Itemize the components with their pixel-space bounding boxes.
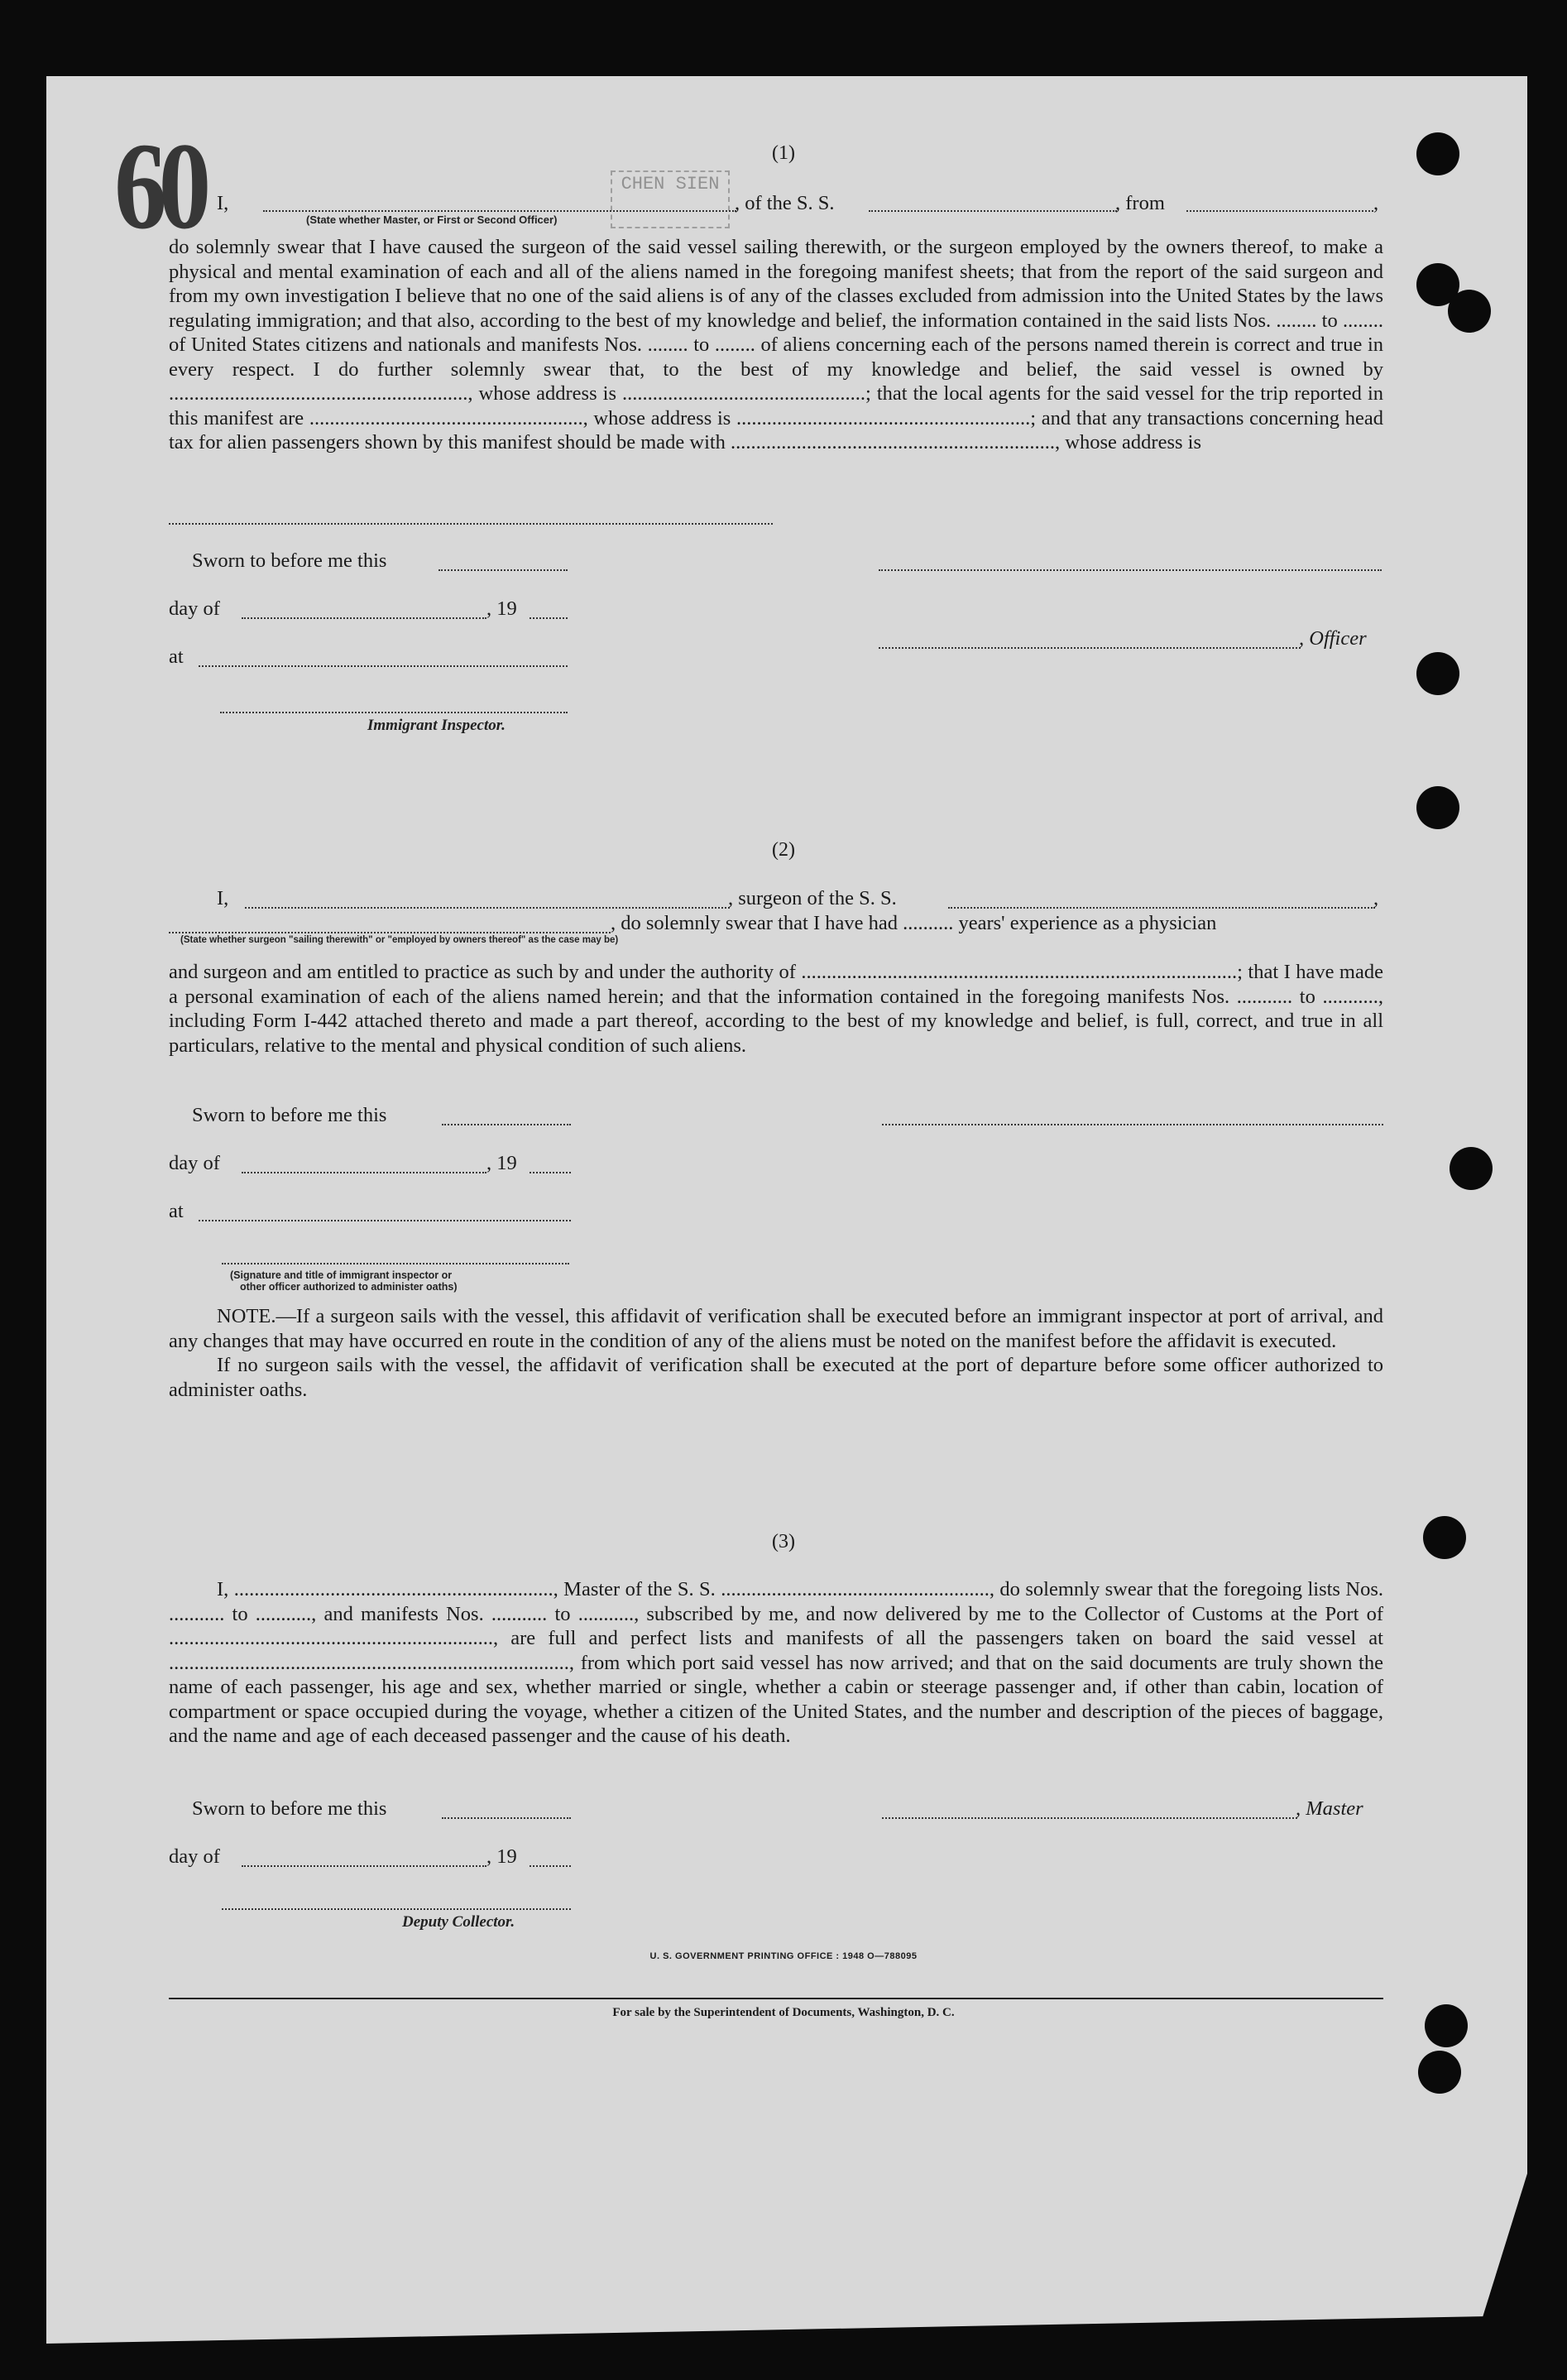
section-2-surgeon: , surgeon of the S. S. xyxy=(728,887,897,909)
section-2-i: I, xyxy=(217,887,229,909)
section-2-body xyxy=(169,960,1383,1058)
section-3-collector: Deputy Collector. xyxy=(402,1913,515,1931)
master-name-line xyxy=(263,210,736,212)
section-1-at: at xyxy=(169,645,184,668)
section-2-sworn: Sworn to before me this xyxy=(192,1104,387,1126)
printing-office-line: U. S. GOVERNMENT PRINTING OFFICE : 1948 O—788095 xyxy=(649,1951,918,1961)
section-1-i: I, xyxy=(217,192,229,214)
year-line xyxy=(530,1865,571,1867)
for-sale-line: For sale by the Superintendent of Documents, Washington, D. C. xyxy=(612,2006,955,2019)
signature-line xyxy=(879,569,1382,571)
section-2-body-text: and surgeon and am entitled to practice as such by and under the authority of ......................................................................................; that I have made a personal examination of each of the aliens named herein; and that the information contained in the foregoing manifests Nos. ........... to ..........., including Form I-442 attached thereto and made a part thereof, according to the best of my knowledge and belief, is full, correct, and true in all particulars, relative to the mental and physical condition of such aliens. xyxy=(169,961,1383,1057)
year-line xyxy=(530,1172,571,1173)
section-2-sig-caption-2: other officer authorized to administer oaths) xyxy=(240,1281,458,1293)
section-3-number: (3) xyxy=(772,1531,795,1552)
section-1-body xyxy=(169,235,1383,455)
section-1-from: , from xyxy=(1115,192,1165,214)
day-of-line xyxy=(242,1172,486,1173)
at-place-line xyxy=(199,1220,571,1221)
head-tax-address-line xyxy=(169,523,773,525)
ship-name-line xyxy=(869,210,1117,212)
section-2-note xyxy=(169,1304,1383,1402)
section-2-sig-caption-1: (Signature and title of immigrant inspector or xyxy=(230,1269,453,1281)
from-port-line xyxy=(1186,210,1373,212)
sworn-date-line xyxy=(442,1817,571,1819)
section-2-number: (2) xyxy=(772,839,795,861)
section-3-body xyxy=(169,1577,1383,1749)
page-number-mark: 60 xyxy=(114,118,204,255)
note-paragraph-2: If no surgeon sails with the vessel, the affidavit of verification shall be executed at the port of departure before some officer authorized to administer oaths. xyxy=(169,1354,1383,1401)
section-3-year: , 19 xyxy=(486,1845,517,1868)
section-2-day-of: day of xyxy=(169,1152,220,1174)
comma: , xyxy=(1373,887,1379,909)
sworn-date-line xyxy=(438,569,568,571)
section-2-at: at xyxy=(169,1200,184,1222)
sworn-date-line xyxy=(442,1124,571,1125)
section-1-of-ss: , of the S. S. xyxy=(735,192,835,214)
inspector-signature-line xyxy=(220,712,568,713)
comma: , xyxy=(1373,192,1379,214)
section-2-year: , 19 xyxy=(486,1152,517,1174)
inspector-signature-line xyxy=(222,1263,569,1264)
section-1-year: , 19 xyxy=(486,597,517,620)
section-1-day-of: day of xyxy=(169,597,220,620)
section-1-body-text: do solemnly swear that I have caused the surgeon of the said vessel sailing therewith, or the surgeon employed by the owners thereof, to make a physical and mental examination of each and all of the aliens named in the foregoing manifest sheets; that from the report of the said surgeon and from my own investigation I believe that no one of the said aliens is of any of the classes excluded from admission into the United States by the laws regulating immigration; and that also, according to the best of my knowledge and belief, the information contained in the said lists Nos. ........ to ........ of United States citizens and nationals and manifests Nos. ........ to ........ of aliens concerning each of the persons named therein is correct and true in every respect. I do further solemnly swear that, to the best of my knowledge and belief, the said vessel is owned by ..........................................................., whose address is ................................................; that the local agents for the said vessel for the trip reported in this manifest are ......................................................, whose address is ..........................................................; and that any transactions concerning head tax for alien passengers shown by this manifest should be made with ................................................................, whose address is xyxy=(169,236,1383,453)
surgeon-signature-line xyxy=(882,1124,1383,1125)
section-3-sworn: Sworn to before me this xyxy=(192,1797,387,1820)
year-line xyxy=(530,617,568,619)
at-place-line xyxy=(199,665,568,667)
officer-line xyxy=(879,647,1301,649)
collector-signature-line xyxy=(222,1908,571,1910)
section-3-body-text: I, ..............................................................., Master of the S. S. ....................................................., do solemnly swear that the foregoing lists Nos. ........... to ..........., and manifests Nos. ........... to ..........., subscribed by me, and now delivered by me to the Collector of Customs at the Port of ................................................................, are full and perfect lists and manifests of all the passengers taken on board the said vessel at ..............................................................................., from which port said vessel has now arrived; and that on the said documents are truly shown the name of each passenger, his age and sex, whether married or single, whether a cabin or steerage passenger and, if other than cabin, location of compartment or space occupied during the voyage, whether a citizen of the United States, and the number and description of the pieces of baggage, and the name and age of each deceased passenger and the cause of his death. xyxy=(169,1578,1383,1747)
surgeon-name-line xyxy=(245,907,730,909)
day-of-line xyxy=(242,617,486,619)
section-1-sworn: Sworn to before me this xyxy=(192,549,387,572)
footer-rule xyxy=(169,1998,1383,1999)
note-paragraph-1: NOTE.—If a surgeon sails with the vessel, this affidavit of verification shall be executed before an immigrant inspector at port of arrival, and any changes that may have occurred en route in the condition of any of the aliens must be noted on the manifest before the affidavit is executed. xyxy=(169,1305,1383,1352)
section-1-officer: , Officer xyxy=(1299,627,1367,650)
section-2-line2: , do solemnly swear that I have had .......... years' experience as a physician xyxy=(611,912,1217,934)
section-1-number: (1) xyxy=(772,142,795,164)
day-of-line xyxy=(242,1865,486,1867)
section-3-day-of: day of xyxy=(169,1845,220,1868)
section-2-caption: (State whether surgeon "sailing therewith" or "employed by owners thereof" as the case may be) xyxy=(180,935,619,945)
section-1-inspector: Immigrant Inspector. xyxy=(367,717,506,734)
surgeon-ship-line xyxy=(948,907,1375,909)
section-3-master: , Master xyxy=(1296,1797,1363,1820)
section-1-caption: (State whether Master, or First or Second Officer) xyxy=(306,214,558,226)
faded-stamp: CHEN SIEN xyxy=(611,170,730,228)
master-signature-line xyxy=(882,1817,1297,1819)
surgeon-type-line xyxy=(169,932,611,933)
